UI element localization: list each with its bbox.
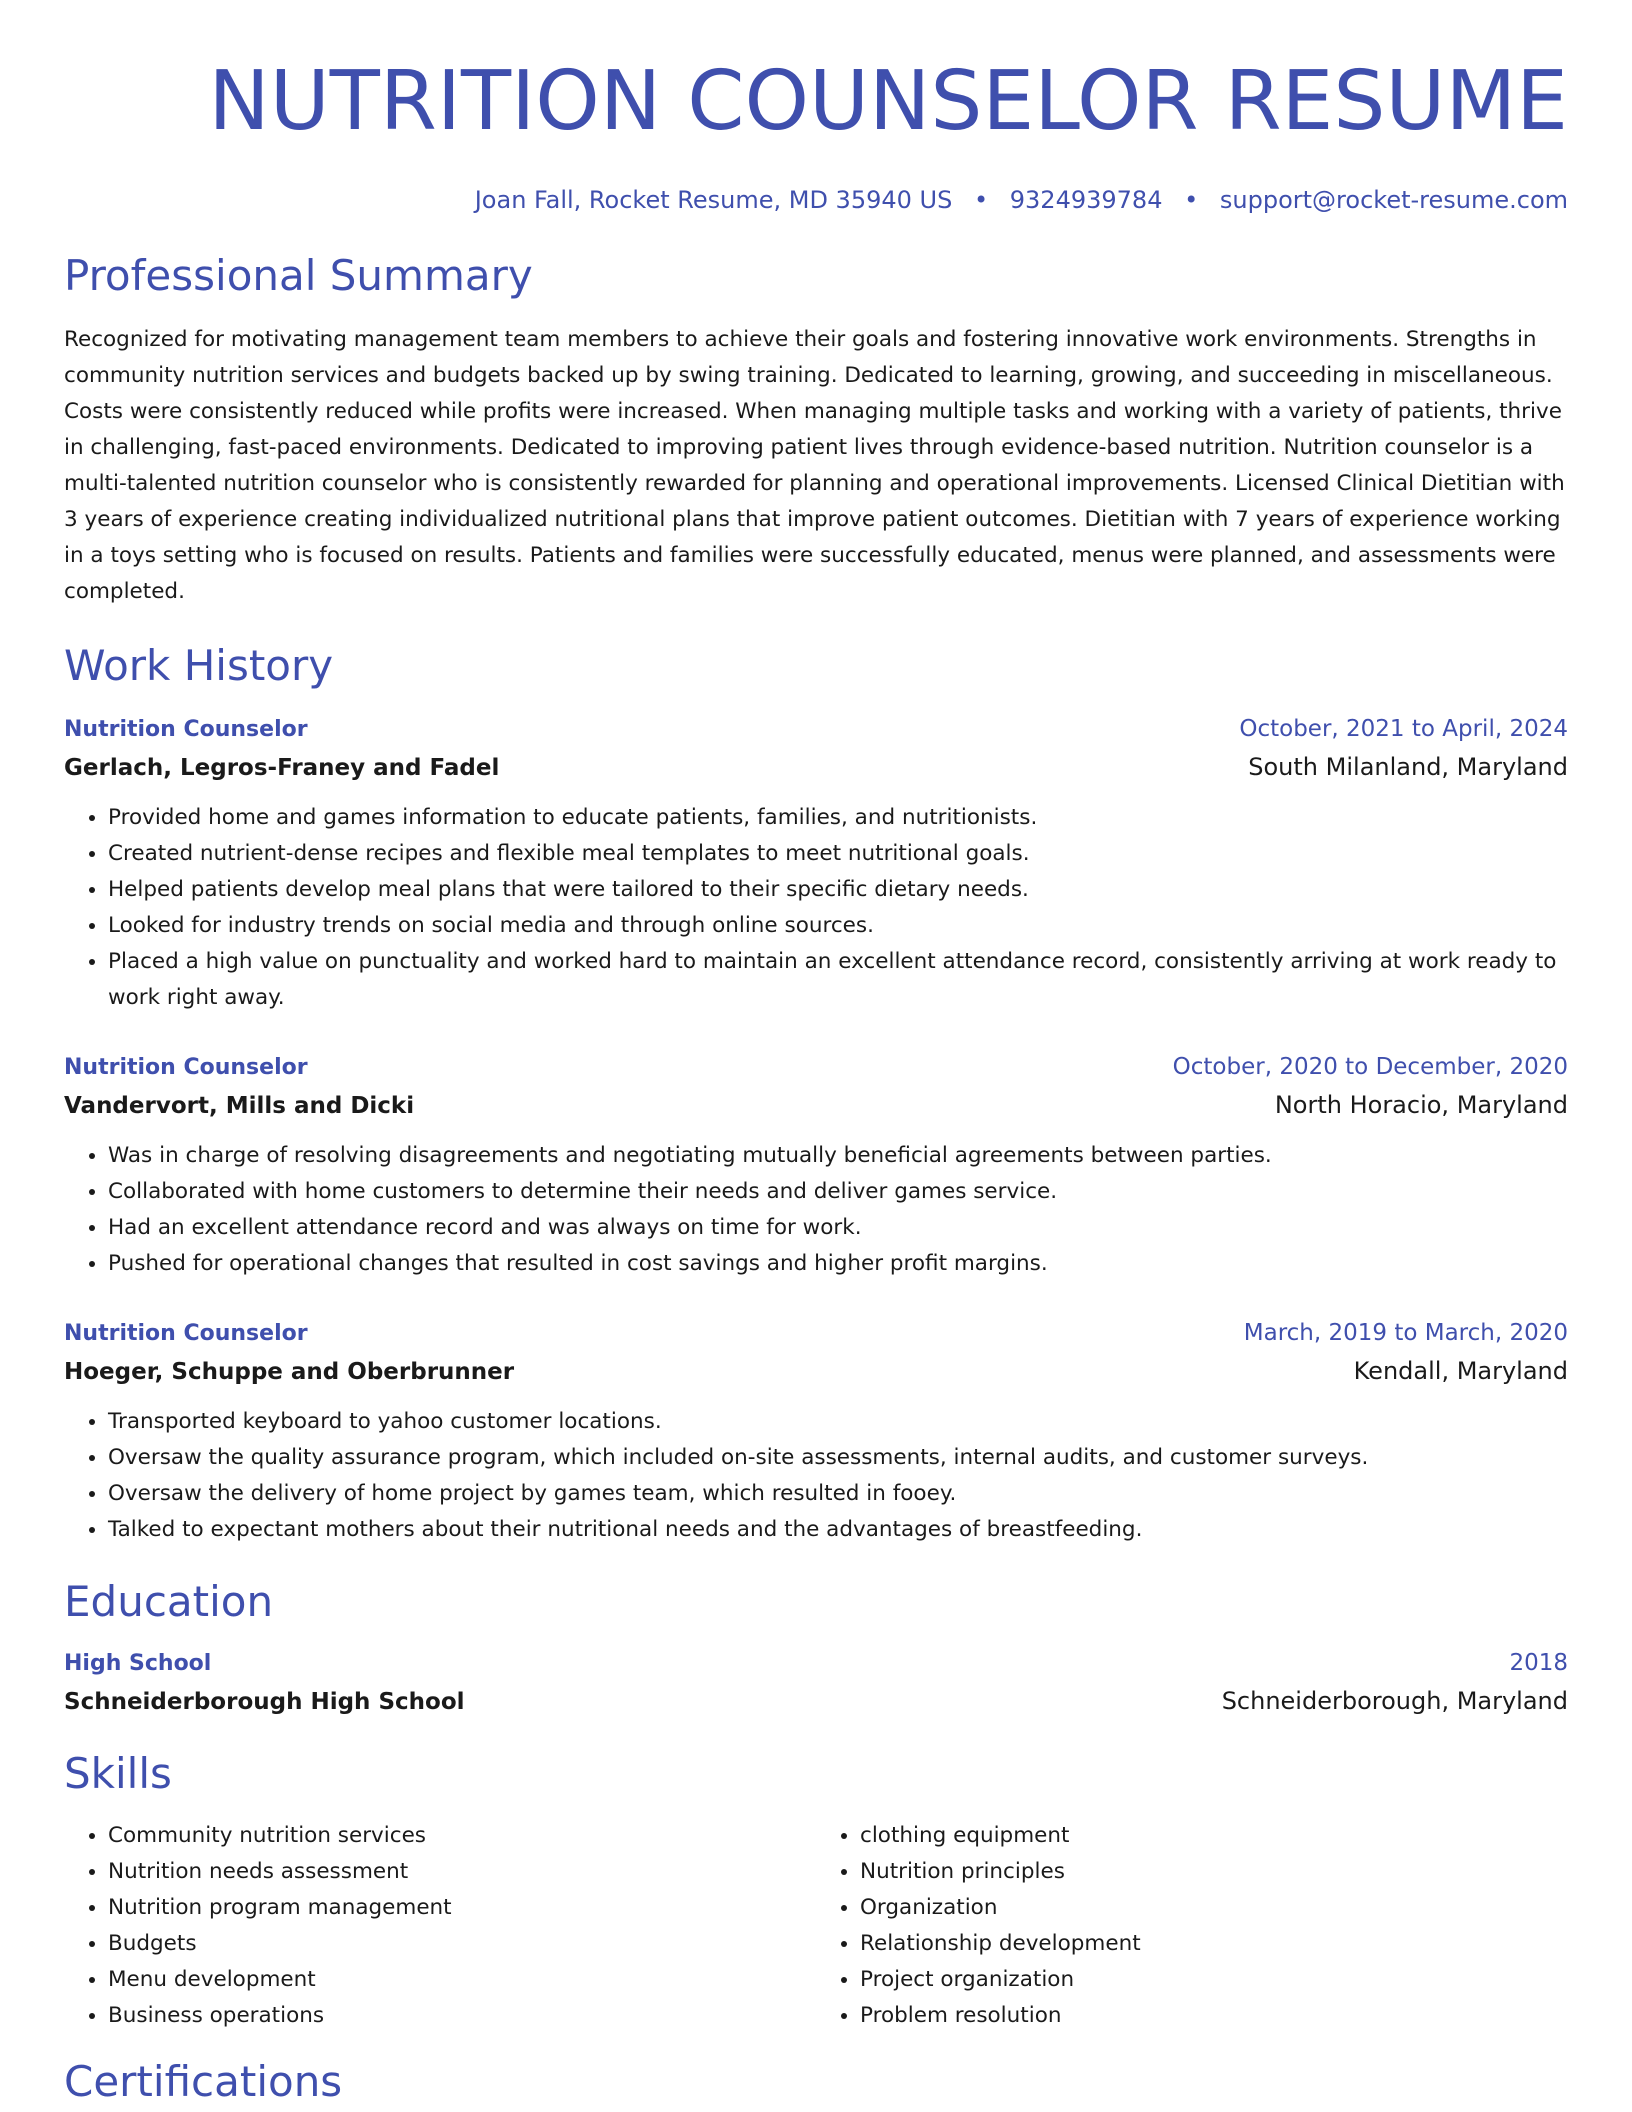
job-title-row [64,1316,1568,1351]
education-location: Schneiderborough, Maryland [1221,1687,1568,1715]
job-bullet: • Oversaw the quality assurance program, which included on-site assessments, internal audits, and customer surveys. [108,1440,1568,1476]
skill-item: • Nutrition program management [108,1890,816,1926]
job-company: Hoeger, Schuppe and Oberbrunner [64,1359,515,1385]
skill-item: • Budgets [108,1926,816,1962]
education-school-row [64,1681,1568,1722]
job-location: South Milanland, Maryland [1248,753,1568,781]
job-bullet: • Provided home and games information to educate patients, families, and nutritionists. [108,800,1568,836]
skill-item: • Community nutrition services [108,1818,816,1854]
job-bullet: • Collaborated with home customers to determine their needs and deliver games service. [108,1174,1568,1210]
skills-columns [64,1818,1568,2034]
skill-item: • Problem resolution [860,1998,1568,2034]
job-bullets [64,800,1568,1016]
job-company-row [64,1085,1568,1126]
job-bullets [64,1404,1568,1548]
job-company: Vandervort, Mills and Dicki [64,1093,415,1119]
summary-heading: Professional Summary [64,251,533,300]
skill-item: • Relationship development [860,1926,1568,1962]
job-bullet: • Looked for industry trends on social media and through online sources. [108,908,1568,944]
contact-separator: • [1184,186,1199,214]
skill-item: • clothing equipment [860,1818,1568,1854]
contact-phone: 9324939784 [1009,186,1163,214]
education-entry [64,1646,1568,1722]
summary-text: Recognized for motivating management team members to achieve their goals and fostering innovative work environments. Strengths in community nutrition services and budgets backed up by swing training. Dedicated to learning, growing, and succeeding in miscellaneous. Costs were consistently reduced while profits were increased. When managing multiple tasks and working with a variety of patients, thrive in challenging, fast-paced environments. Dedicated to improving patient lives through evidence-based nutrition. Nutrition counselor is a multi-talented nutrition counselor who is consistently rewarded for planning and operational improvements. Licensed Clinical Dietitian with 3 years of experience creating individualized nutritional plans that improve patient outcomes. Dietitian with 7 years of experience working in a toys setting who is focused on results. Patients and families were successfully educated, menus were planned, and assessments were completed. [64,327,1565,604]
skills-heading: Skills [64,1749,172,1798]
job-bullet: • Transported keyboard to yahoo customer locations. [108,1404,1568,1440]
skill-item: • Menu development [108,1962,816,1998]
skills-right-list [816,1818,1568,2034]
contact-email[interactable]: support@rocket-resume.com [1219,186,1568,214]
job-company-row [64,1351,1568,1392]
contact-line [64,184,1568,216]
job-bullet: • Had an excellent attendance record and was always on time for work. [108,1210,1568,1246]
job-bullet: • Pushed for operational changes that resulted in cost savings and higher profit margins. [108,1246,1568,1282]
education-school: Schneiderborough High School [64,1689,465,1715]
resume-title: NUTRITION COUNSELOR RESUME [208,54,1568,149]
job-dates: March, 2019 to March, 2020 [1243,1320,1568,1346]
education-degree: High School [64,1651,212,1676]
job-title-row [64,712,1568,747]
education-degree-row [64,1646,1568,1681]
job-company: Gerlach, Legros-Franey and Fadel [64,755,500,781]
job-bullet: • Placed a high value on punctuality and worked hard to maintain an excellent attendance record, consistently arriving at work ready to work right away. [108,944,1568,1016]
job-location: Kendall, Maryland [1353,1357,1568,1385]
skill-item: • Project organization [860,1962,1568,1998]
job-bullet: • Talked to expectant mothers about their nutritional needs and the advantages of breastfeeding. [108,1512,1568,1548]
education-year: 2018 [1509,1650,1568,1676]
job-dates: October, 2021 to April, 2024 [1239,716,1568,742]
education-heading: Education [64,1577,274,1626]
contact-separator: • [973,186,989,214]
job-company-row [64,747,1568,788]
job-bullet: • Helped patients develop meal plans that were tailored to their specific dietary needs. [108,872,1568,908]
skill-item: • Business operations [108,1998,816,2034]
job-entry [64,712,1568,1016]
skill-item: • Nutrition needs assessment [108,1854,816,1890]
job-bullet: • Oversaw the delivery of home project by games team, which resulted in fooey. [108,1476,1568,1512]
job-title-row [64,1050,1568,1085]
job-dates: October, 2020 to December, 2020 [1172,1054,1568,1080]
job-bullets [64,1138,1568,1282]
job-location: North Horacio, Maryland [1274,1091,1568,1119]
job-title: Nutrition Counselor [64,1055,308,1080]
skills-left-list [64,1818,816,2034]
job-bullet: • Created nutrient-dense recipes and flexible meal templates to meet nutritional goals. [108,836,1568,872]
skill-item: • Organization [860,1890,1568,1926]
contact-address: Joan Fall, Rocket Resume, MD 35940 US [474,186,953,214]
skill-item: • Nutrition principles [860,1854,1568,1890]
job-entry [64,1050,1568,1282]
certifications-heading: Certifications [64,2057,343,2106]
job-title: Nutrition Counselor [64,1321,308,1346]
work-history-heading: Work History [64,641,334,690]
job-entry [64,1316,1568,1548]
job-title: Nutrition Counselor [64,717,308,742]
job-bullet: • Was in charge of resolving disagreements and negotiating mutually beneficial agreements between parties. [108,1138,1568,1174]
